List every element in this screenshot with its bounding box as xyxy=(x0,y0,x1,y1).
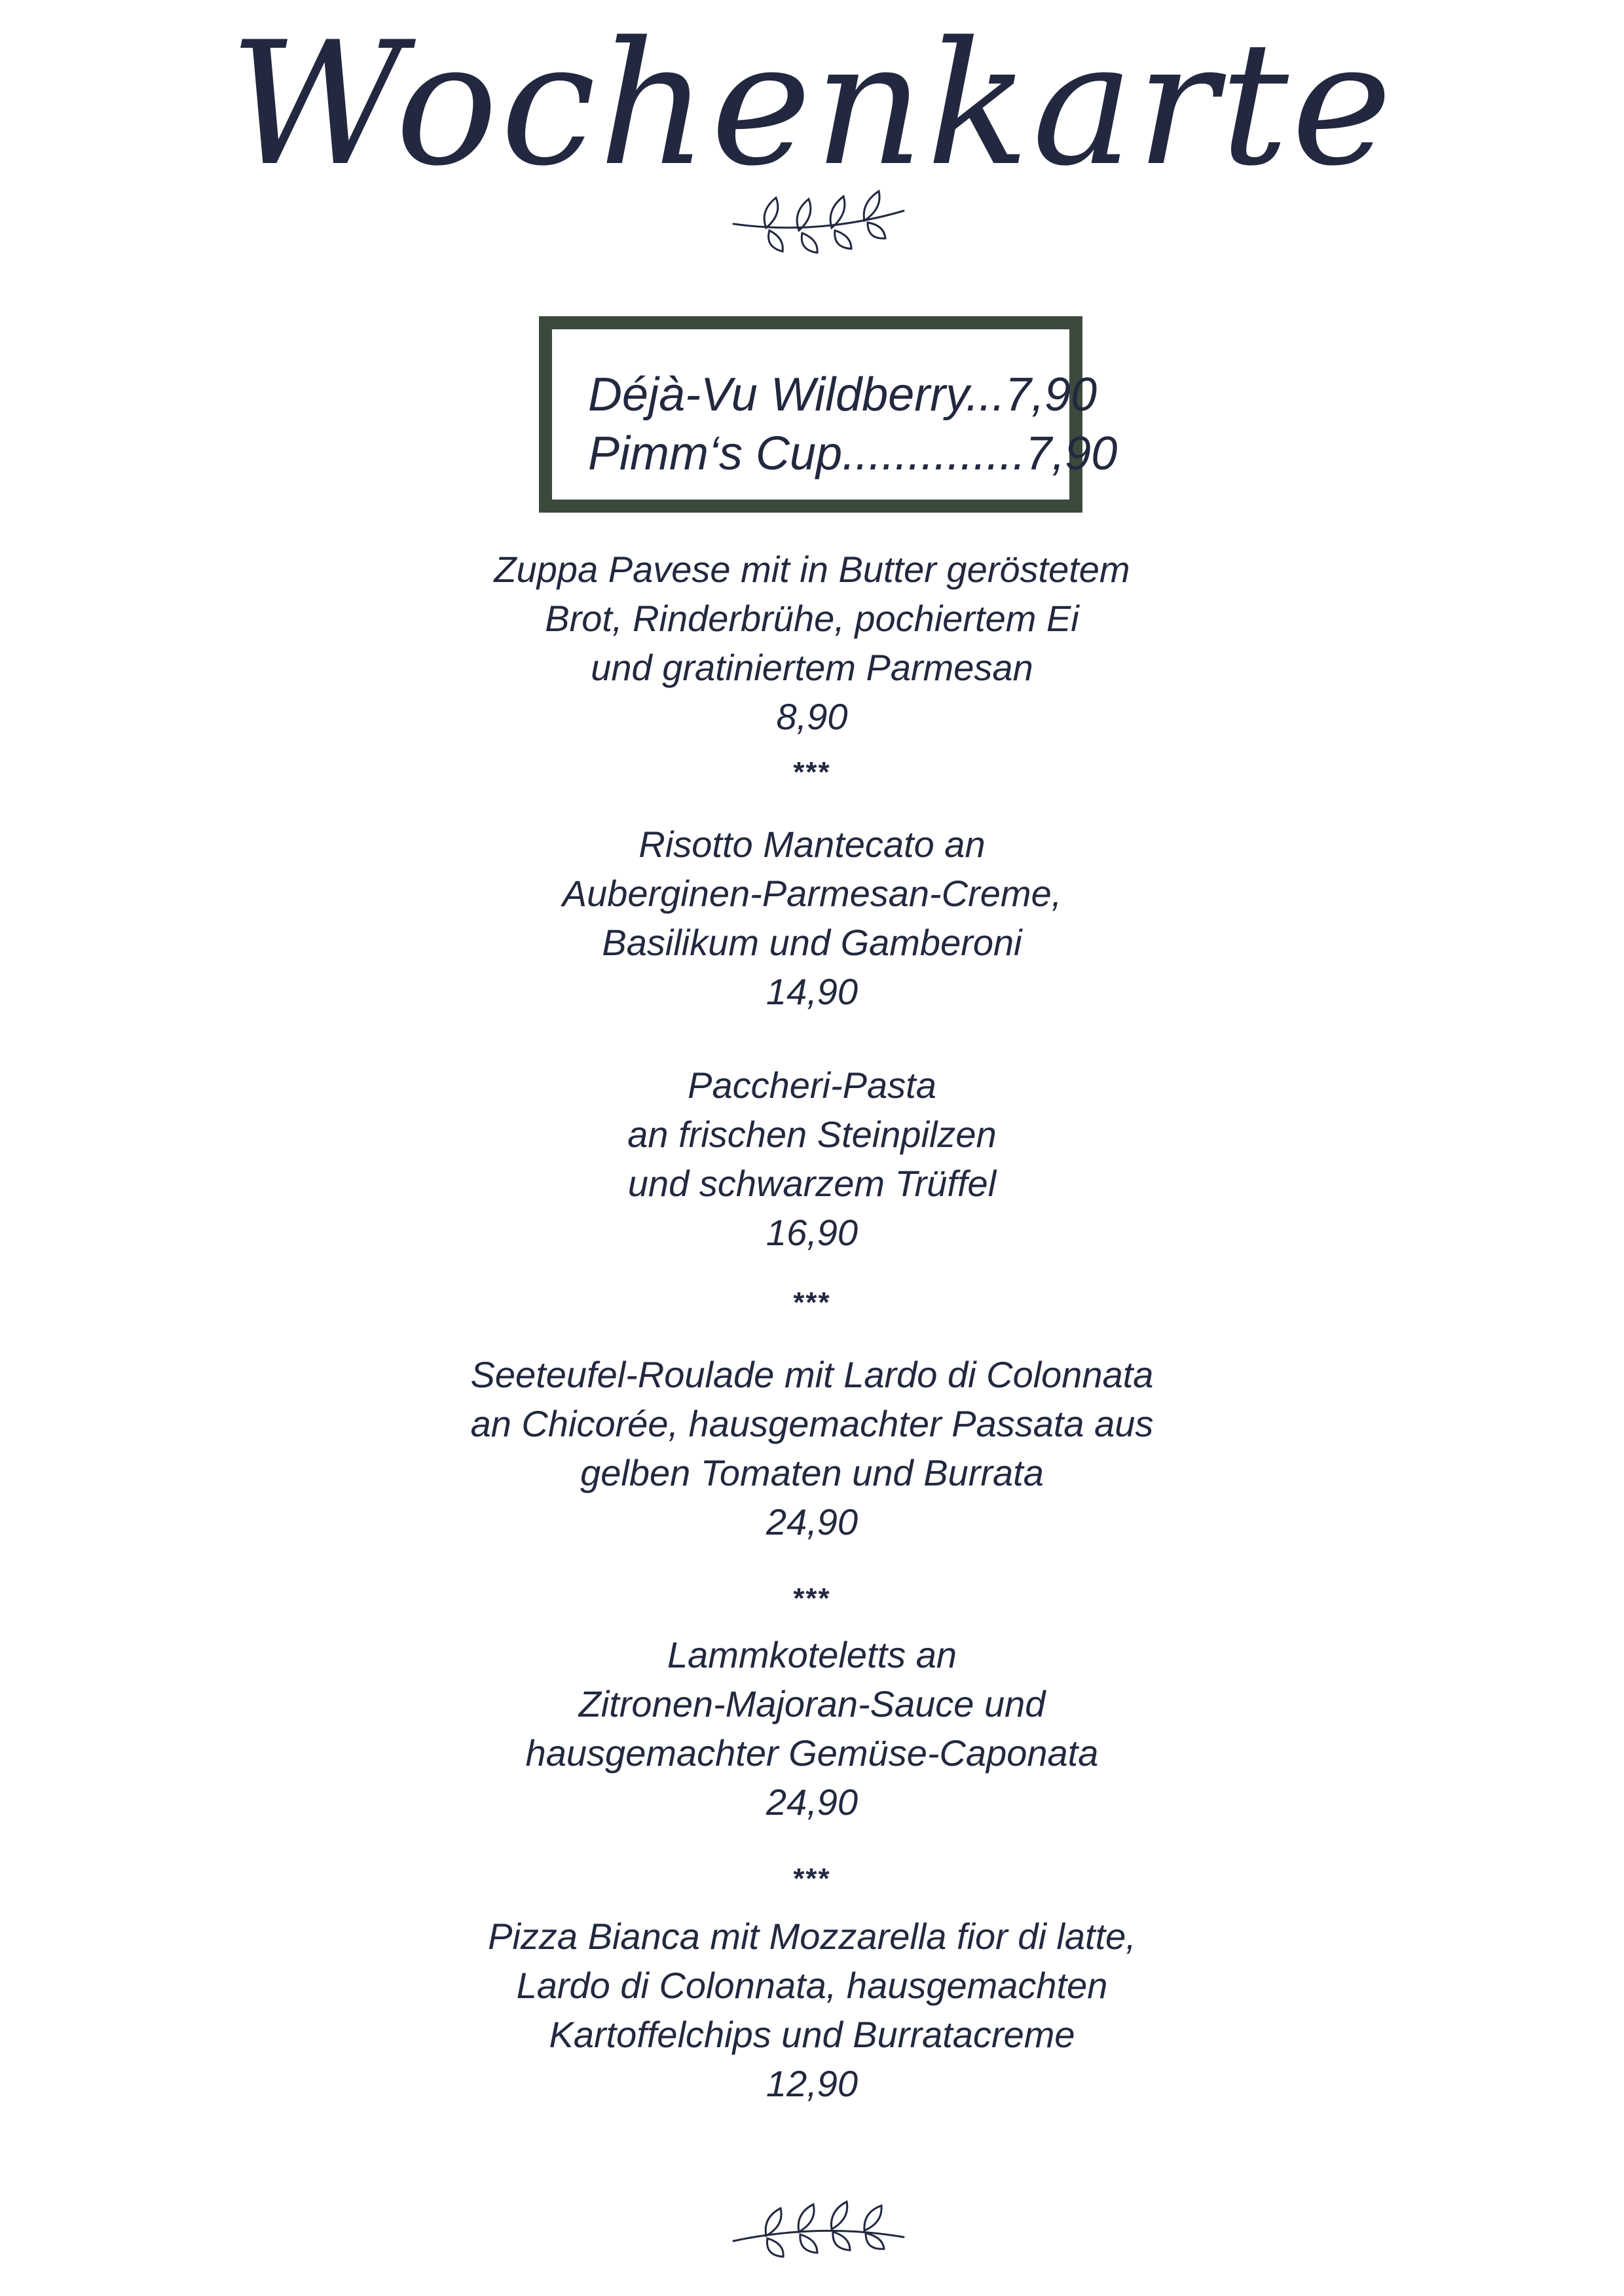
dish-price: 24,90 xyxy=(766,1501,858,1542)
dish-line: Zuppa Pavese mit in Butter geröstetem xyxy=(494,549,1130,590)
separator: *** xyxy=(793,1286,831,1319)
menu-item xyxy=(0,820,1624,1016)
dish-line: Zitronen-Majoran-Sauce und xyxy=(578,1683,1046,1724)
drink-item: Pimm‘s Cup..............7,90 xyxy=(588,428,1118,480)
menu-item xyxy=(0,545,1624,741)
dish-line: Auberginen-Parmesan-Creme, xyxy=(562,873,1062,914)
dish-line: hausgemachter Gemüse-Caponata xyxy=(525,1732,1099,1774)
dish-line: an frischen Steinpilzen xyxy=(627,1114,997,1155)
dish-line: Seeteufel-Roulade mit Lardo di Colonnata xyxy=(470,1354,1154,1395)
leaf-sprig-icon xyxy=(727,185,910,257)
dish-line: Risotto Mantecato an xyxy=(638,824,986,865)
menu-item xyxy=(0,1912,1624,2108)
dish-line: gelben Tomaten und Burrata xyxy=(580,1452,1044,1493)
separator: *** xyxy=(793,756,831,788)
drink-item: Déjà-Vu Wildberry...7,90 xyxy=(588,369,1098,421)
separator: *** xyxy=(793,1582,831,1614)
dish-line: Pizza Bianca mit Mozzarella fior di latte, xyxy=(488,1916,1136,1957)
dish-line: Lammkoteletts an xyxy=(667,1634,957,1675)
dish-line: Brot, Rinderbrühe, pochiertem Ei xyxy=(545,598,1079,639)
menu-item xyxy=(0,1061,1624,1257)
drinks-box xyxy=(539,316,1118,513)
dish-line: Lardo di Colonnata, hausgemachten xyxy=(516,1965,1108,2006)
dish-price: 14,90 xyxy=(766,971,858,1012)
page-title: Wochenkarte xyxy=(229,6,1395,204)
dish-price: 8,90 xyxy=(776,696,848,737)
dish-price: 24,90 xyxy=(766,1781,858,1823)
dish-line: und schwarzem Trüffel xyxy=(627,1163,997,1204)
menu-item xyxy=(0,1350,1624,1546)
menu-item xyxy=(0,1630,1624,1827)
dish-line: an Chicorée, hausgemachter Passata aus xyxy=(470,1403,1154,1444)
dish-line: Paccheri-Pasta xyxy=(688,1065,936,1106)
dish-line: Basilikum und Gamberoni xyxy=(602,922,1022,963)
separator: *** xyxy=(793,1863,831,1895)
dish-line: Kartoffelchips und Burratacreme xyxy=(549,2014,1075,2055)
leaf-sprig-icon xyxy=(727,2190,910,2262)
dish-line: und gratiniertem Parmesan xyxy=(591,647,1033,688)
dish-price: 12,90 xyxy=(766,2063,858,2104)
dish-price: 16,90 xyxy=(766,1212,858,1253)
